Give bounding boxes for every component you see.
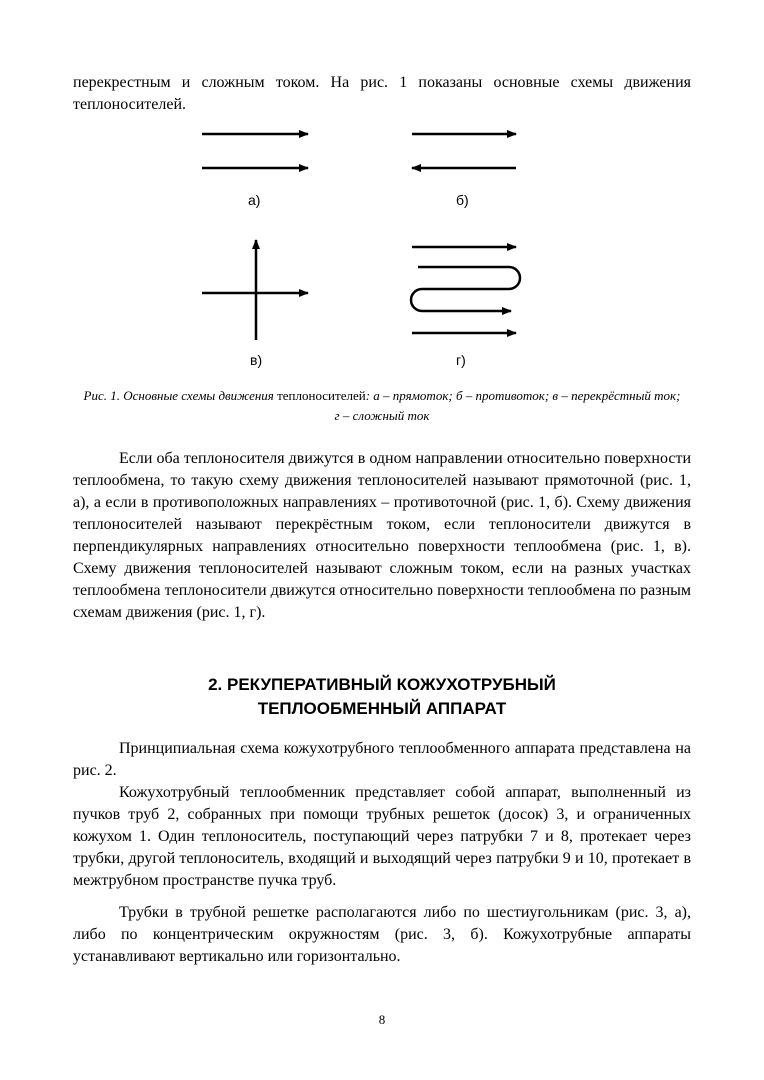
flow-schemes-diagram (160, 112, 600, 384)
serpentine-arrow-icon (411, 267, 520, 311)
figure-flow-schemes (160, 112, 600, 384)
paragraph-tube-layout: Трубки в трубной решетке располагаются либо по шестиугольникам (рис. 3, а), либо по концентрическим окружностям (рис. 3, б). Кожухотрубные аппараты устанавливают вертикально или горизонтально. (73, 904, 691, 965)
scheme-d-complex-flow (411, 247, 520, 333)
paragraph-flow-definitions: Если оба теплоносителя движутся в одном направлении относительно поверхности теплообмена, то такую схему движения теплоносителей называют прямоточной (рис. 1, а), а если в противоположных направлениях – противоточной (рис. 1, б). Схему движения теплоносителей называют перекрёстным током, если теплоносители движутся в перпендикулярных направлениях относительно поверхности теплообмена (рис. 1, в). Схему движения теплоносителей называют сложным током, если на разных участках теплообмена теплоносители движутся относительно поверхности теплообмена по разным схемам движения (рис. 1, г). (73, 450, 691, 621)
caption-rest: : а – прямоток; б – противоток; в – перекрёстный ток; г – сложный ток (334, 388, 681, 423)
page-number: 8 (378, 1012, 386, 1027)
caption-word: теплоносителей (277, 388, 366, 403)
label-a: а) (248, 192, 261, 208)
scheme-b-counter-flow (412, 134, 516, 168)
scheme-a-parallel-flow (202, 134, 308, 168)
paragraph-scheme-intro: Принципиальная схема кожухотрубного теплообменного аппарата представлена на рис. 2. (73, 740, 691, 779)
scheme-c-cross-flow (202, 240, 308, 340)
caption-prefix: Рис. 1. Основные схемы движения (83, 388, 274, 403)
section-heading (80, 673, 684, 721)
intro-paragraph: перекрестным и сложным током. На рис. 1 показаны основные схемы движения теплоносителей. (73, 74, 691, 113)
figure-caption (80, 386, 684, 426)
label-b: б) (456, 192, 469, 208)
paragraph-exchanger-description: Кожухотрубный теплообменник представляет собой аппарат, выполненный из пучков труб 2, собранных при помощи трубных решеток (досок) 3, и ограниченных кожухом 1. Один теплоноситель, поступающий через патрубки 7 и 8, протекает через трубки, другой теплоноситель, входящий и выходящий через патрубки 9 и 10, протекает в межтрубном пространстве пучка труб. (73, 784, 691, 889)
section-heading-line2: ТЕПЛООБМЕННЫЙ АППАРАТ (257, 699, 507, 718)
section-heading-line1: 2. РЕКУПЕРАТИВНЫЙ КОЖУХОТРУБНЫЙ (208, 675, 556, 694)
label-g: г) (456, 352, 466, 368)
label-v: в) (250, 352, 263, 368)
